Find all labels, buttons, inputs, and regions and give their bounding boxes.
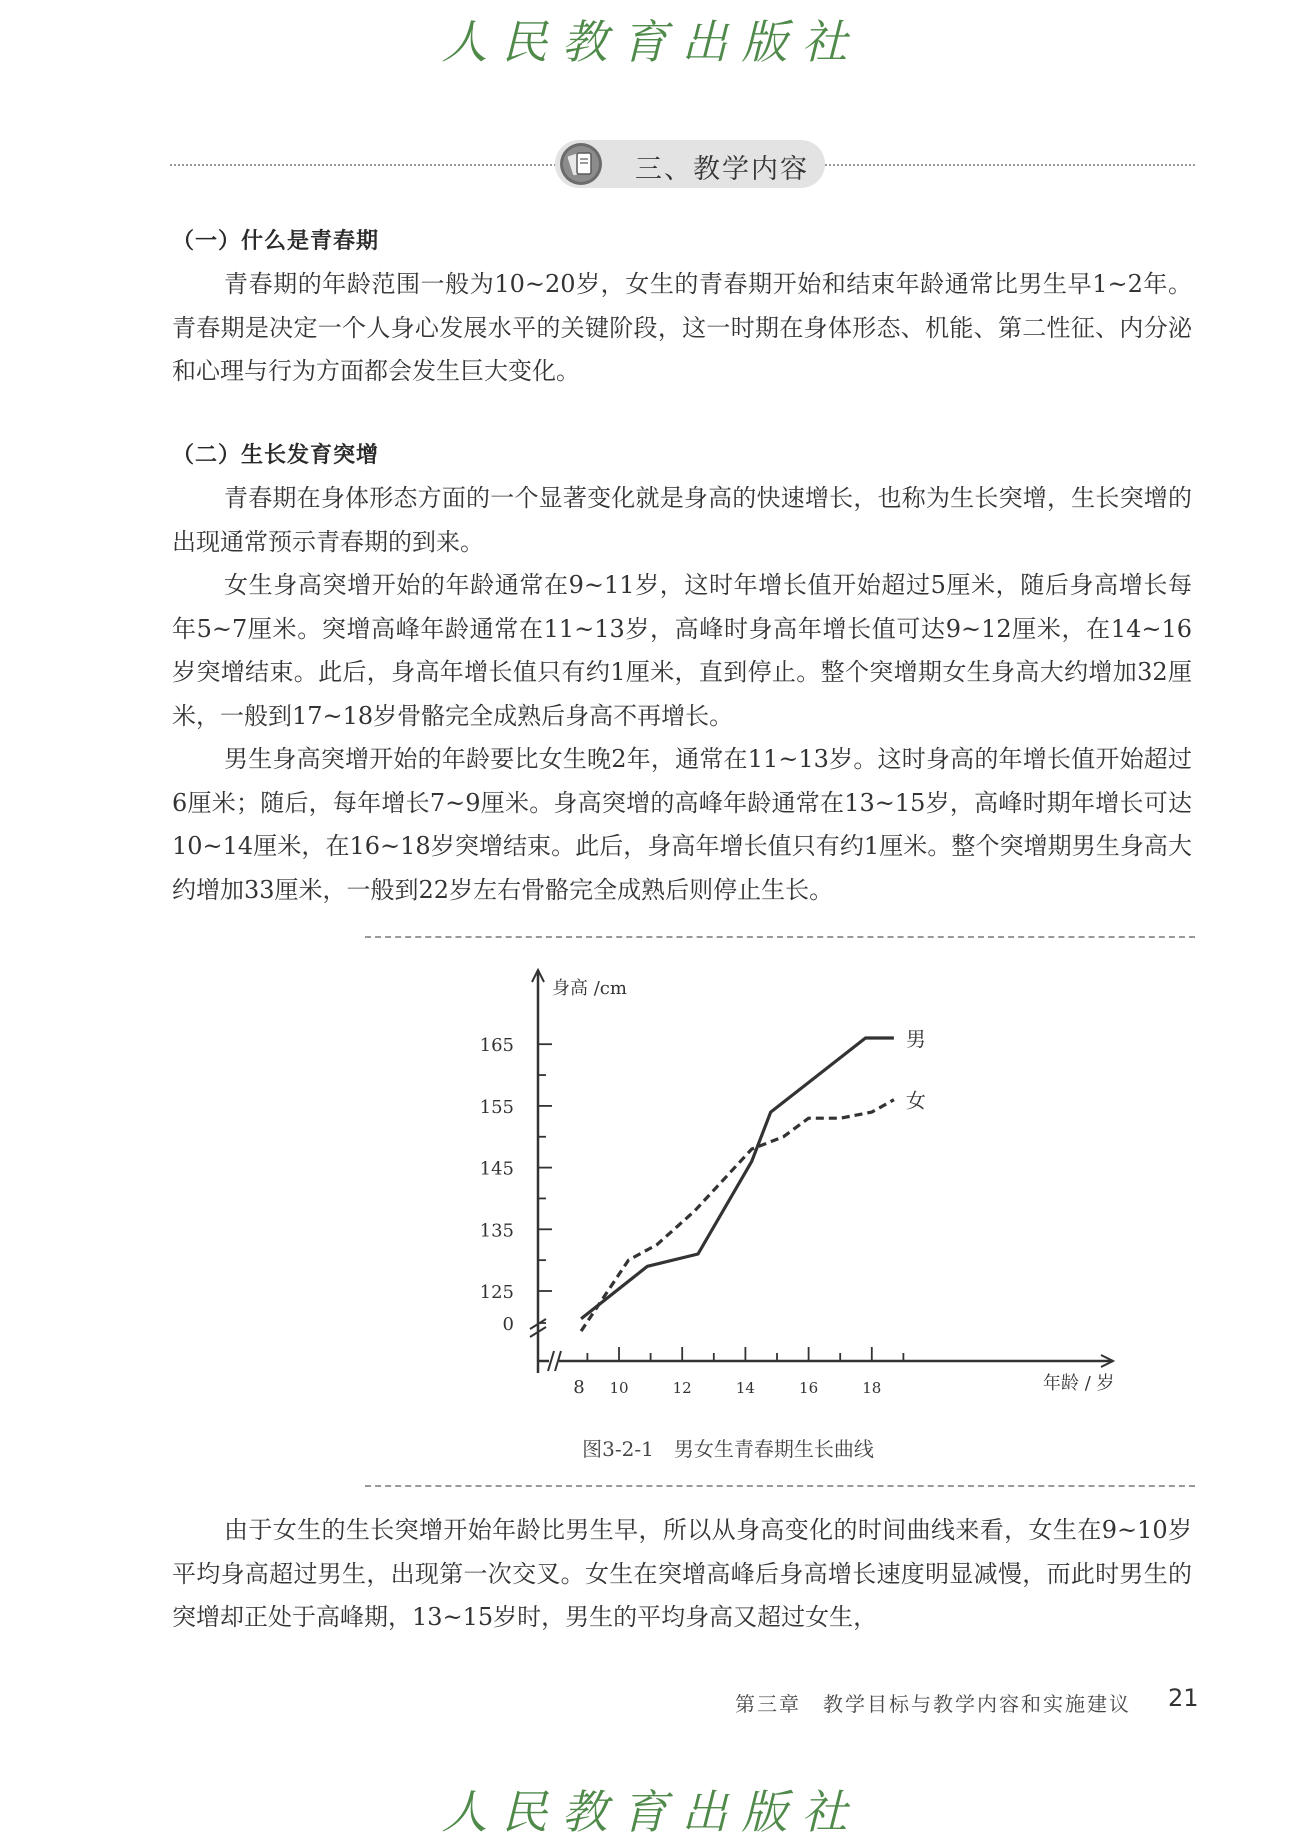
chart-ticks bbox=[538, 1044, 903, 1361]
section-title-badge bbox=[555, 140, 825, 188]
section-rule-left bbox=[170, 164, 560, 166]
section-what-is-puberty bbox=[172, 221, 1192, 394]
x-axis-title: 年龄 / 岁 bbox=[1043, 1373, 1115, 1394]
x-tick-label: 8 bbox=[573, 1377, 585, 1398]
figure-divider-bottom bbox=[365, 1485, 1195, 1487]
x-tick-label: 12 bbox=[672, 1379, 692, 1397]
series-line-male bbox=[581, 1038, 894, 1319]
paragraph: 由于女生的生长突增开始年龄比男生早，所以从身高变化的时间曲线来看，女生在9~10岁平均身高超过男生，出现第一次交叉。女生在突增高峰后身高增长速度明显减慢，而此时男生的突增却正处于高峰期，13~15岁时，男生的平均身高又超过女生， bbox=[172, 1516, 1192, 1631]
book-icon bbox=[559, 142, 603, 186]
figure-caption: 图3-2-1 男女生青春期生长曲线 bbox=[582, 1437, 874, 1461]
publisher-logo-top: 人民教育出版社 bbox=[441, 15, 862, 69]
section-rule-right bbox=[820, 164, 1195, 166]
y-tick-label: 135 bbox=[479, 1220, 514, 1242]
chart-axes bbox=[530, 970, 1113, 1373]
paragraph: 青春期的年龄范围一般为10~20岁，女生的青春期开始和结束年龄通常比男生早1~2年。青春期是决定一个人身心发展水平的关键阶段，这一时期在身体形态、机能、第二性征、内分泌和心理与行为方面都会发生巨大变化。 bbox=[172, 270, 1192, 385]
legend-label: 女 bbox=[905, 1088, 926, 1113]
x-tick-label: 10 bbox=[609, 1379, 629, 1397]
x-tick-label: 18 bbox=[862, 1379, 882, 1397]
y-tick-label: 155 bbox=[479, 1096, 514, 1118]
subsection-heading: （一）什么是青春期 bbox=[172, 229, 380, 254]
chart-series bbox=[581, 1038, 894, 1331]
x-tick-label: 16 bbox=[799, 1379, 819, 1397]
y-tick-label: 125 bbox=[479, 1282, 514, 1303]
y-tick-label: 145 bbox=[479, 1158, 514, 1180]
paragraph: 青春期在身体形态方面的一个显著变化就是身高的快速增长，也称为生长突增，生长突增的出现通常预示青春期的到来。 bbox=[172, 484, 1192, 556]
section-title: 三、教学内容 bbox=[635, 154, 809, 185]
y-axis-title: 身高 /cm bbox=[552, 978, 627, 999]
y-tick-label: 165 bbox=[479, 1035, 514, 1057]
chart-labels bbox=[480, 978, 1115, 1398]
section-growth-spurt bbox=[172, 435, 1192, 912]
publisher-logo-bottom: 人民教育出版社 bbox=[441, 1785, 862, 1839]
paragraph: 男生身高突增开始的年龄要比女生晚2年，通常在11~13岁。这时身高的年增长值开始超过6厘米；随后，每年增长7~9厘米。身高突增的高峰年龄通常在13~15岁，高峰时期年增长可达10~14厘米，在16~18岁突增结束。此后，身高年增长值只有约1厘米。整个突增期男生身高大约增加33厘米，一般到22岁左右骨骼完全成熟后则停止生长。 bbox=[172, 745, 1192, 904]
growth-curve-chart bbox=[478, 958, 1138, 1428]
chapter-footer: 第三章 教学目标与教学内容和实施建议 bbox=[735, 1692, 1131, 1716]
legend-label: 男 bbox=[905, 1027, 926, 1052]
paragraph: 女生身高突增开始的年龄通常在9~11岁，这时年增长值开始超过5厘米，随后身高增长每年5~7厘米。突增高峰年龄通常在11~13岁，高峰时身高年增长值可达9~12厘米，在14~16岁突增结束。此后，身高年增长值只有约1厘米，直到停止。整个突增期女生身高大约增加32厘米，一般到17~18岁骨骼完全成熟后身高不再增长。 bbox=[172, 571, 1192, 730]
page-number: 21 bbox=[1168, 1684, 1199, 1712]
subsection-heading: （二）生长发育突增 bbox=[172, 443, 380, 468]
y-tick-label: 0 bbox=[502, 1314, 514, 1335]
figure-divider-top bbox=[365, 936, 1195, 938]
series-line-female bbox=[581, 1100, 894, 1331]
section-continued bbox=[172, 1509, 1192, 1640]
x-tick-label: 14 bbox=[735, 1379, 755, 1397]
